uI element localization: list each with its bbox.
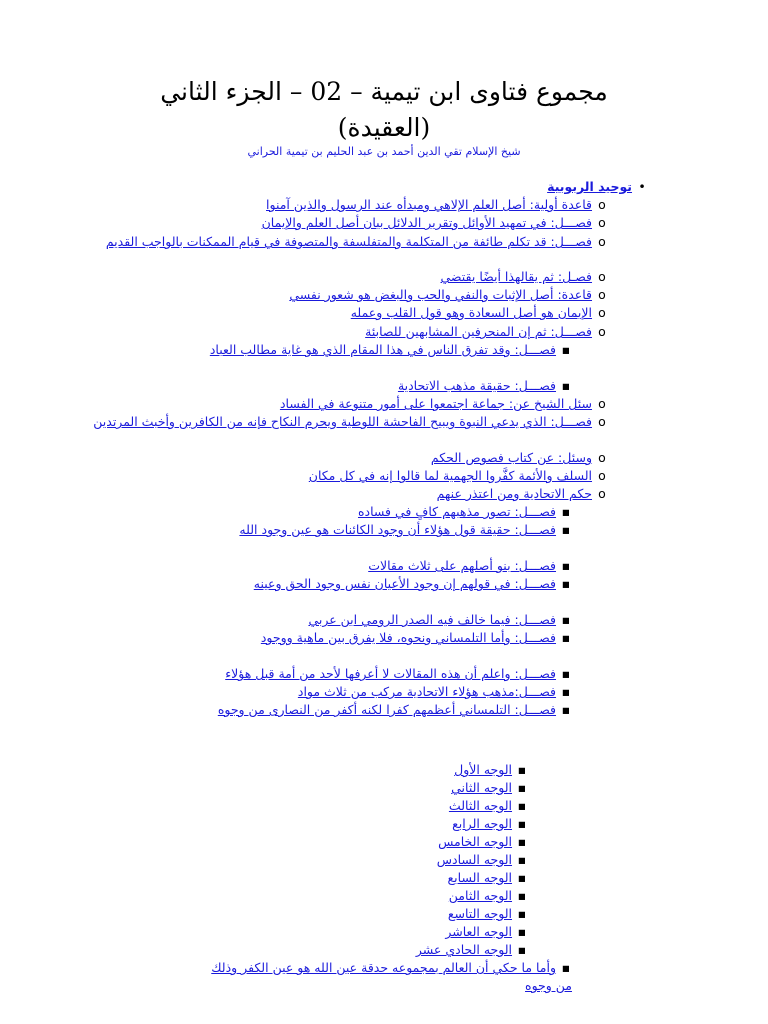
toc-link[interactable]: فصـــل: التلمساني أعظمهم كفرا لكنه أكفر من النصارى من وجوه <box>217 702 557 717</box>
list-bullet-icon: ▪ <box>561 612 571 627</box>
toc-item <box>228 869 528 887</box>
list-bullet-icon: ▪ <box>561 504 571 519</box>
list-bullet-icon: ▪ <box>561 558 571 573</box>
toc-link[interactable]: فصـــل: في تمهيد الأوائل وتقرير الدلائل ببان أصل العلم والإيمان <box>261 215 593 230</box>
list-bullet-icon: ▪ <box>517 762 527 777</box>
title-line-1: مجموع فتاوى ابن تيمية – 02 – الجزء الثاني <box>160 77 608 106</box>
toc-item <box>88 196 608 214</box>
list-bullet-icon: o <box>598 234 606 249</box>
list-bullet-icon: o <box>598 468 606 483</box>
list-bullet-icon: ▪ <box>561 684 571 699</box>
list-bullet-icon: ▪ <box>561 702 571 717</box>
toc-item <box>228 941 528 959</box>
list-bullet-icon: ▪ <box>517 870 527 885</box>
toc-link[interactable]: وأما ما حكي أن العالم بمجموعه حدقة عين الله هو عين الكفر وذلك من وجوه <box>211 960 572 993</box>
toc-item <box>228 905 528 923</box>
toc-item <box>88 467 608 485</box>
toc-link[interactable]: فصـــل: حقيقة قول هؤلاء أن وجود الكائنات هو عين وجود الله <box>239 522 557 537</box>
toc-item <box>88 413 608 431</box>
list-bullet-icon: o <box>598 269 606 284</box>
toc-link[interactable]: فصـــل: الذي يدعي النبوة ويبيح الفاحشة اللوطية ويحرم النكاح فإنه من الكافرين وأخبث المرتدين <box>93 414 593 429</box>
list-bullet-icon: ▪ <box>561 378 571 393</box>
toc-link[interactable]: فصـــل: في قولهم إن وجود الأعيان نفس وجود الحق وعينه <box>253 576 557 591</box>
toc-link[interactable]: فصـــل:مذهب هؤلاء الاتحادية مركب من ثلاث مواد <box>297 684 557 699</box>
toc-link[interactable]: الوجه الخامس <box>438 834 513 849</box>
toc-item <box>88 485 608 503</box>
list-bullet-icon: ▪ <box>561 576 571 591</box>
list-bullet-icon: ▪ <box>561 666 571 681</box>
toc-item <box>192 341 572 359</box>
list-bullet-icon: o <box>598 396 606 411</box>
list-bullet-icon: ▪ <box>517 924 527 939</box>
list-bullet-icon: o <box>598 450 606 465</box>
list-bullet-icon: ▪ <box>517 798 527 813</box>
toc-link[interactable]: الوجه السادس <box>436 852 513 867</box>
list-bullet-icon: ▪ <box>561 522 571 537</box>
toc-link[interactable]: الوجه التاسع <box>447 906 513 921</box>
list-bullet-icon: ▪ <box>517 852 527 867</box>
toc-item <box>88 286 608 304</box>
toc-item <box>88 449 608 467</box>
toc-item <box>228 923 528 941</box>
toc-link[interactable]: الوجه الرابع <box>452 816 513 831</box>
toc-link[interactable]: فصـل: ثم يقالهذا أيضًا يقتضي <box>440 269 593 284</box>
toc-item <box>228 761 528 779</box>
list-bullet-icon: ▪ <box>517 816 527 831</box>
toc-item <box>192 683 572 701</box>
toc-link[interactable]: الوجه الحادي عشر <box>415 942 513 957</box>
toc-link[interactable]: الإيمان هو أصل السعادة وهو قول القلب وعمله <box>350 305 593 320</box>
list-bullet-icon: o <box>598 414 606 429</box>
list-bullet-icon: ▪ <box>561 342 571 357</box>
toc-item <box>88 323 608 341</box>
toc-item <box>88 395 608 413</box>
toc-link[interactable]: توحيد الربوبية <box>547 179 633 194</box>
toc-item <box>88 233 608 251</box>
list-bullet-icon: • <box>638 179 646 194</box>
toc-item <box>88 268 608 286</box>
list-bullet-icon: ▪ <box>561 960 571 975</box>
toc-link[interactable]: السلف والأئمة كفَّروا الجهمية لما قالوا إنه في كل مكان <box>308 468 593 483</box>
toc-item <box>228 797 528 815</box>
toc-link[interactable]: فصـــل: واعلم أن هذه المقالات لا أعرفها لأحد من أمة قبل هؤلاء <box>225 666 557 681</box>
list-bullet-icon: ▪ <box>517 888 527 903</box>
toc-item <box>192 665 572 683</box>
list-bullet-icon: o <box>598 486 606 501</box>
toc-item <box>228 815 528 833</box>
toc-link[interactable]: فصـــل: وقد تفرق الناس في هذا المقام الذي هو غاية مطالب العباد <box>209 342 557 357</box>
toc-link[interactable]: قاعدة أولية: أصل العلم الإلاهي ومبدأه عند الرسول والذين آمنوا <box>266 197 593 212</box>
toc-link[interactable]: الوجه الثالث <box>448 798 513 813</box>
toc-item <box>192 377 572 395</box>
toc-link[interactable]: الوجه الثاني <box>451 780 513 795</box>
toc-link[interactable]: فصـــل: بنو أصلهم على ثلاث مقالات <box>368 558 557 573</box>
list-bullet-icon: o <box>598 287 606 302</box>
toc-link[interactable]: الوجه السابع <box>447 870 513 885</box>
toc-link[interactable]: سئل الشيخ عن: جماعة اجتمعوا على أمور متنوعة في الفساد <box>279 396 593 411</box>
list-bullet-icon: ▪ <box>517 906 527 921</box>
toc-item <box>192 503 572 521</box>
list-bullet-icon: ▪ <box>561 630 571 645</box>
list-bullet-icon: o <box>598 197 606 212</box>
toc-item <box>192 575 572 593</box>
toc-link[interactable]: فصـــل: تصور مذهبهم كافٍ في فساده <box>357 504 557 519</box>
toc-link[interactable]: فصـــل: فيما خالف فيه الصدر الرومي ابن عربي <box>308 612 557 627</box>
toc-link[interactable]: وسئل: عن كتاب فصوص الحكم <box>430 450 593 465</box>
toc-link[interactable]: فصـــل: قد تكلم طائفة من المتكلمة والمتفلسفة والمتصوفة في قيام الممكنات بالواجب القديم <box>105 234 593 249</box>
toc-link[interactable]: فصـــل: ثم إن المنحرفين المشابهين للصابئة <box>365 324 593 339</box>
toc-item <box>192 521 572 539</box>
toc-link[interactable]: قاعدة: أصل الإثبات والنفي والحب والبغض هو شعور نفسي <box>289 287 593 302</box>
toc-item <box>88 178 648 196</box>
list-bullet-icon: ▪ <box>517 942 527 957</box>
toc-item <box>88 304 608 322</box>
list-bullet-icon: o <box>598 324 606 339</box>
toc-item <box>192 701 572 719</box>
toc-item <box>228 887 528 905</box>
toc-link[interactable]: حكم الاتحادية ومن اعتذر عنهم <box>436 486 593 501</box>
toc-item <box>192 629 572 647</box>
toc-item <box>192 959 572 995</box>
list-bullet-icon: ▪ <box>517 780 527 795</box>
toc-item <box>228 851 528 869</box>
toc-item <box>228 833 528 851</box>
toc-item <box>192 557 572 575</box>
list-bullet-icon: ▪ <box>517 834 527 849</box>
toc-link[interactable]: الوجه الثامن <box>448 888 513 903</box>
toc-item <box>228 779 528 797</box>
title-line-2: (العقيدة) <box>337 113 431 142</box>
document-title <box>0 74 768 146</box>
toc-link[interactable]: فصـــل: وأما التلمساني ونحوه، فلا يفرق بين ماهية ووجود <box>260 630 557 645</box>
toc-link[interactable]: الوجه العاشر <box>445 924 513 939</box>
toc-link[interactable]: فصـــل: حقيقة مذهب الاتحادية <box>397 378 557 393</box>
author-line: شيخ الإسلام تقي الدين أحمد بن عبد الحليم بن تيمية الحراني <box>247 145 521 158</box>
list-bullet-icon: o <box>598 305 606 320</box>
toc-item <box>192 611 572 629</box>
list-bullet-icon: o <box>598 215 606 230</box>
toc-item <box>88 214 608 232</box>
toc-link[interactable]: الوجه الأول <box>454 762 513 777</box>
